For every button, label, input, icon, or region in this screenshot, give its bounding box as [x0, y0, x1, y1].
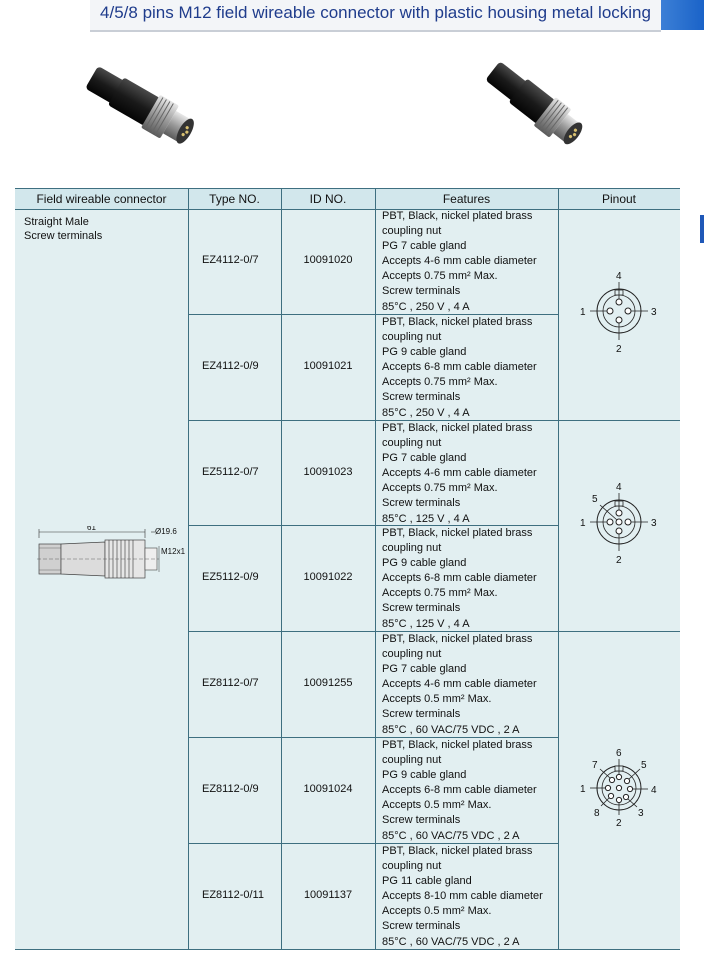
- type-number: EZ5112-0/7: [202, 466, 259, 478]
- header-banner: [90, 0, 661, 32]
- feature-line: Accepts 0.5 mm² Max.: [382, 799, 492, 812]
- dimension-drawing: [35, 526, 185, 586]
- feature-line: 85°C , 125 V , 4 A: [382, 617, 470, 630]
- column-divider: [375, 188, 376, 950]
- connector-description: [24, 215, 102, 243]
- features-list: [382, 421, 557, 527]
- feature-line: PBT, Black, nickel plated brass: [382, 316, 533, 328]
- feature-line: Screw terminals: [382, 285, 461, 298]
- id-number: 10091023: [303, 466, 353, 478]
- feature-line: PG 9 cable gland: [382, 769, 467, 782]
- features-list: [382, 844, 557, 950]
- feature-line: PBT, Black, nickel plated brass: [382, 845, 533, 857]
- features-list: [382, 526, 557, 632]
- feature-line: Accepts 4-6 mm cable diameter: [382, 255, 537, 268]
- table-bottom-border: [15, 949, 680, 950]
- connector-photo-left: [80, 62, 220, 162]
- feature-line: PG 9 cable gland: [382, 557, 467, 570]
- feature-line: Accepts 6-8 mm cable diameter: [382, 361, 537, 374]
- type-number: EZ8112-0/9: [202, 783, 259, 795]
- feature-line: coupling nut: [382, 331, 442, 344]
- features-list: [382, 738, 557, 844]
- feature-line: Accepts 6-8 mm cable diameter: [382, 572, 537, 585]
- pinout-4-pin-diagram: [570, 268, 670, 358]
- feature-line: 85°C , 60 VAC/75 VDC , 2 A: [382, 935, 520, 948]
- feature-line: PBT, Black, nickel plated brass: [382, 633, 533, 645]
- table-header-row: [15, 188, 680, 210]
- header-type-no: Type NO.: [209, 192, 260, 206]
- connector-photo-right: [474, 62, 614, 162]
- pin-label: 7: [592, 760, 598, 771]
- feature-line: Accepts 0.5 mm² Max.: [382, 905, 492, 918]
- length-label: 61: [87, 526, 96, 532]
- description-line: Straight Male: [24, 216, 89, 228]
- header-pinout: Pinout: [601, 192, 637, 206]
- feature-line: Screw terminals: [382, 391, 461, 404]
- id-number: 10091021: [303, 360, 353, 372]
- side-accent-mark: [700, 215, 704, 243]
- feature-line: PBT, Black, nickel plated brass: [382, 422, 533, 434]
- feature-line: Screw terminals: [382, 497, 461, 510]
- feature-line: PG 7 cable gland: [382, 452, 467, 465]
- description-line: Screw terminals: [24, 230, 103, 242]
- feature-line: PG 11 cable gland: [382, 875, 472, 888]
- feature-line: Accepts 4-6 mm cable diameter: [382, 467, 537, 480]
- pinout-8-pin-diagram: [570, 745, 670, 835]
- features-list: [382, 209, 557, 315]
- header-features: Features: [442, 192, 491, 206]
- diameter-label: Ø19.6: [155, 527, 177, 536]
- features-list: [382, 632, 557, 738]
- feature-line: 85°C , 60 VAC/75 VDC , 2 A: [382, 723, 520, 736]
- header-id-no: ID NO.: [309, 192, 347, 206]
- id-number: 10091137: [303, 889, 353, 901]
- header-field-wireable: Field wireable connector: [36, 192, 167, 206]
- id-number: 10091255: [303, 677, 353, 689]
- column-divider: [188, 188, 189, 950]
- feature-line: Accepts 0.75 mm² Max.: [382, 482, 498, 495]
- feature-line: PG 7 cable gland: [382, 663, 467, 676]
- feature-line: Accepts 0.75 mm² Max.: [382, 587, 498, 600]
- type-number: EZ4112-0/7: [202, 254, 259, 266]
- type-number: EZ8112-0/11: [202, 889, 264, 901]
- pin-label: 1: [580, 784, 586, 795]
- id-number: 10091022: [303, 571, 353, 583]
- pin-label: 2: [616, 344, 622, 355]
- feature-line: Screw terminals: [382, 708, 461, 721]
- feature-line: PG 7 cable gland: [382, 240, 467, 253]
- feature-line: Accepts 4-6 mm cable diameter: [382, 678, 537, 691]
- pin-label: 2: [616, 555, 622, 566]
- feature-line: Accepts 0.75 mm² Max.: [382, 270, 498, 283]
- feature-line: coupling nut: [382, 860, 442, 873]
- feature-line: 85°C , 250 V , 4 A: [382, 406, 470, 419]
- column-divider: [281, 188, 282, 950]
- feature-line: PBT, Black, nickel plated brass: [382, 527, 533, 539]
- pin-label: 3: [638, 808, 644, 819]
- header-accent-bar: [661, 0, 704, 30]
- feature-line: Accepts 6-8 mm cable diameter: [382, 784, 537, 797]
- pin-label: 4: [616, 271, 622, 282]
- feature-line: PBT, Black, nickel plated brass: [382, 210, 533, 222]
- pin-label: 5: [592, 494, 598, 505]
- feature-line: 85°C , 125 V , 4 A: [382, 512, 470, 525]
- thread-label: M12x1: [161, 547, 185, 556]
- feature-line: Accepts 8-10 mm cable diameter: [382, 890, 543, 903]
- features-list: [382, 315, 557, 421]
- feature-line: Screw terminals: [382, 602, 461, 615]
- id-number: 10091024: [303, 783, 353, 795]
- feature-line: Screw terminals: [382, 814, 461, 827]
- pin-label: 1: [580, 307, 586, 318]
- product-table: [15, 188, 680, 950]
- id-number: 10091020: [303, 254, 353, 266]
- pin-label: 8: [594, 808, 600, 819]
- feature-line: coupling nut: [382, 754, 442, 767]
- feature-line: PG 9 cable gland: [382, 346, 467, 359]
- pin-label: 4: [616, 482, 622, 493]
- feature-line: coupling nut: [382, 225, 442, 238]
- page-title: 4/5/8 pins M12 field wireable connector with plastic housing metal locking: [100, 3, 651, 22]
- feature-line: coupling nut: [382, 437, 442, 450]
- feature-line: Accepts 0.5 mm² Max.: [382, 693, 492, 706]
- column-divider: [558, 188, 559, 950]
- feature-line: coupling nut: [382, 648, 442, 661]
- pin-label: 5: [641, 760, 647, 771]
- pin-label: 3: [651, 307, 657, 318]
- pin-label: 6: [616, 748, 622, 759]
- feature-line: Screw terminals: [382, 920, 461, 933]
- pin-label: 1: [580, 518, 586, 529]
- pin-label: 3: [651, 518, 657, 529]
- feature-line: PBT, Black, nickel plated brass: [382, 739, 533, 751]
- type-number: EZ5112-0/9: [202, 571, 259, 583]
- feature-line: 85°C , 250 V , 4 A: [382, 300, 470, 313]
- type-number: EZ8112-0/7: [202, 677, 259, 689]
- pinout-5-pin-diagram: [570, 479, 670, 569]
- pin-label: 4: [651, 785, 657, 796]
- type-number: EZ4112-0/9: [202, 360, 259, 372]
- feature-line: coupling nut: [382, 542, 442, 555]
- pin-label: 2: [616, 818, 622, 829]
- feature-line: 85°C , 60 VAC/75 VDC , 2 A: [382, 829, 520, 842]
- feature-line: Accepts 0.75 mm² Max.: [382, 376, 498, 389]
